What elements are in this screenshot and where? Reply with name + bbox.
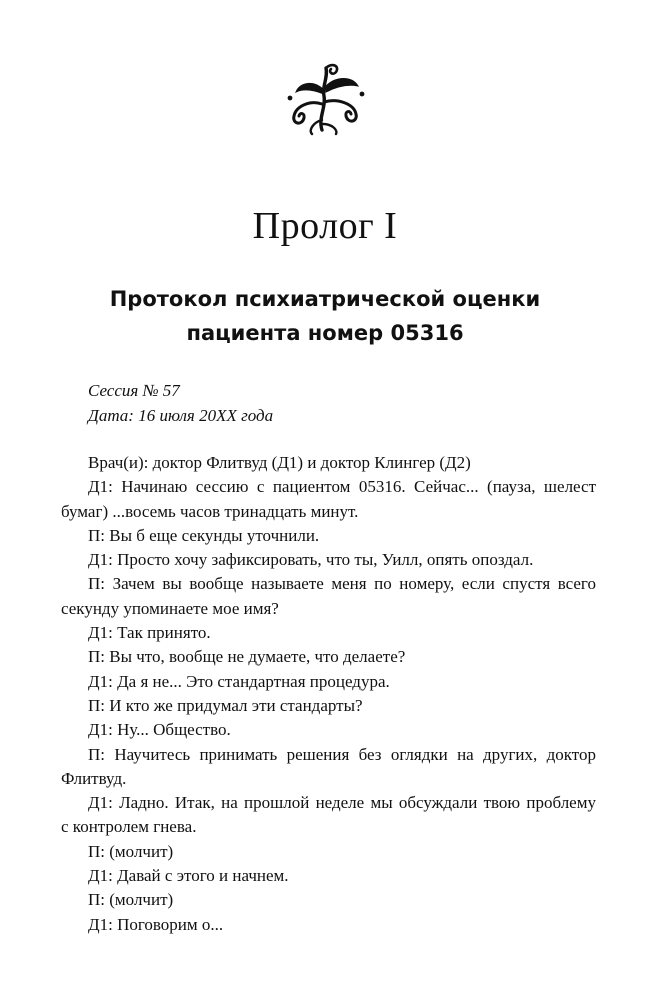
transcript-body [61,451,596,937]
transcript-line: Д1: Поговорим о... [88,914,224,934]
transcript-line: Д1: Давай с этого и начнем. [88,866,289,886]
document-heading-line-2: пациента номер 05316 [186,321,464,345]
document-heading [0,282,650,350]
transcript-line: бумаг) ...восемь часов тринадцать минут. [61,501,359,521]
transcript-line: Д1: Просто хочу зафиксировать, что ты, Уилл, опять опоздал. [88,550,534,570]
transcript-line: Д1: Да я не... Это стандартная процедура. [88,671,390,691]
transcript-line: Д1: Ладно. Итак, на прошлой неделе мы обсуждали твою проблему [88,793,596,813]
chapter-title: Пролог I [252,205,398,247]
transcript-line: П: (молчит) [88,841,174,861]
transcript-line: П: Вы б еще секунды уточнили. [88,525,320,545]
transcript-line: Д1: Начинаю сессию с пациентом 05316. Сейчас... (пауза, шелест [88,477,596,497]
transcript-line: П: Вы что, вообще не думаете, что делаете? [88,647,406,667]
transcript-line: Флитвуд. [61,768,127,788]
transcript-line: П: (молчит) [88,890,174,910]
transcript-line: Д1: Ну... Общество. [88,720,231,740]
transcript-line: П: Научитесь принимать решения без оглядки на других, доктор [88,744,596,764]
session-meta [88,378,273,428]
transcript-line: Д1: Так принято. [88,623,211,643]
transcript-line: Врач(и): доктор Флитвуд (Д1) и доктор Клингер (Д2) [88,453,471,472]
transcript-line: секунду упоминаете мое имя? [61,598,279,618]
transcript-line: с контролем гнева. [61,817,197,837]
transcript-line: П: И кто же придумал эти стандарты? [88,695,363,715]
document-heading-line-1: Протокол психиатрической оценки [109,287,541,311]
session-number: Сессия № 57 [88,381,180,400]
floral-ornament-icon [282,60,368,136]
transcript-line: П: Зачем вы вообще называете меня по номеру, если спустя всего [88,574,596,594]
session-date: Дата: 16 июля 20XX года [88,406,274,425]
